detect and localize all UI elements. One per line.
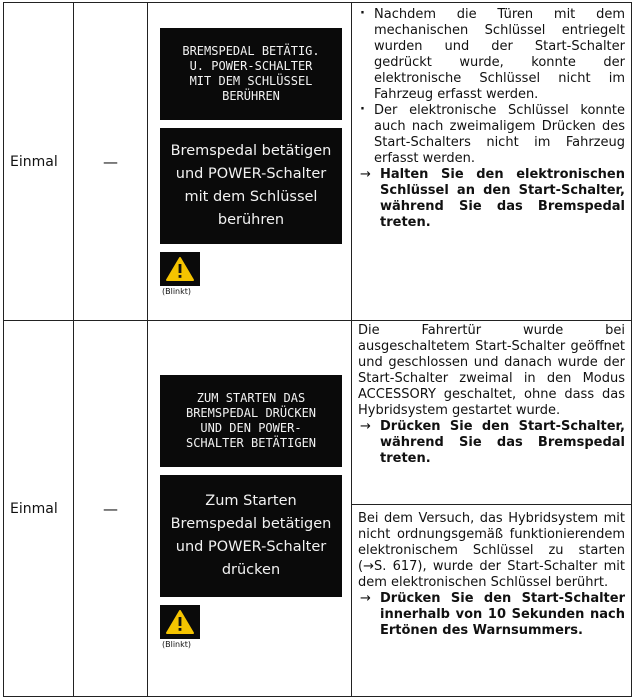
warning-message-table	[3, 2, 632, 697]
arrow-icon: →	[360, 419, 371, 434]
lcd-message-display	[160, 375, 342, 467]
display-cell	[148, 3, 352, 321]
indicator-cell: —	[74, 321, 148, 697]
mfd-line: drücken	[221, 561, 281, 578]
display-cell	[148, 321, 352, 697]
multi-info-display	[160, 475, 342, 597]
action-instruction: → Drücken Sie den Start-Schalter, während Sie das Bremspedal treten.	[360, 419, 625, 466]
indicator-cell: —	[74, 3, 148, 321]
action-instruction: → Halten Sie den elektronischen Schlüssel an den Start-Schalter, während Sie das Bremspedal treten.	[360, 167, 625, 230]
description-cell	[352, 505, 632, 697]
arrow-icon: →	[360, 591, 371, 606]
lcd-line: BREMSPEDAL BETÄTIG.	[182, 43, 320, 58]
mfd-line: Zum Starten	[205, 492, 297, 509]
arrow-icon: →	[360, 167, 371, 182]
cause-text: Bei dem Versuch, das Hybridsystem mit nicht ordnungsgemäß funktionierendem elektronischem Schlüssel zu starten (→S. 617), wurde der Start-Schalter mit dem elektronischen Schlüssel berührt.	[358, 511, 625, 590]
action-instruction: → Drücken Sie den Start-Schalter innerhalb von 10 Sekunden nach Ertönen des Warnsummers.	[360, 591, 625, 638]
buzzer-count-cell: Einmal	[4, 321, 74, 697]
lcd-line: ZUM STARTEN DAS	[196, 390, 306, 405]
lcd-line: UND DEN POWER-	[200, 420, 302, 435]
list-item: · Nachdem die Türen mit dem mechanischen Schlüssel entriegelt wurden und der Start-Schalter gedrückt wurde, konnte der elektronische Schlüssel nicht im Fahrzeug erfasst werden.	[358, 7, 625, 103]
lcd-message-display	[160, 28, 342, 120]
lcd-line: BREMSPEDAL DRÜCKEN	[185, 405, 317, 420]
mfd-line: und POWER-Schalter	[175, 538, 327, 555]
warning-indicator	[160, 605, 216, 649]
mfd-line: berühren	[217, 211, 285, 228]
description-cell	[352, 3, 632, 321]
warning-indicator	[160, 252, 216, 296]
description-cell	[352, 321, 632, 505]
table-row	[4, 3, 632, 321]
lcd-line: SCHALTER BETÄTIGEN	[185, 435, 317, 450]
warning-triangle-icon	[160, 605, 200, 639]
mfd-line: und POWER-Schalter	[175, 165, 327, 182]
blink-caption: (Blinkt)	[162, 639, 192, 649]
table-row	[4, 321, 632, 505]
mfd-line: mit dem Schlüssel	[184, 188, 318, 205]
lcd-line: BERÜHREN	[222, 88, 280, 103]
buzzer-count-cell: Einmal	[4, 3, 74, 321]
blink-caption: (Blinkt)	[162, 286, 192, 296]
list-item: · Der elektronische Schlüssel konnte auch nach zweimaligem Drücken des Start-Schalters nicht im Fahrzeug erfasst werden.	[358, 103, 625, 167]
multi-info-display	[160, 128, 342, 244]
lcd-line: U. POWER-SCHALTER	[189, 58, 313, 73]
mfd-line: Bremspedal betätigen	[170, 515, 332, 532]
lcd-line: MIT DEM SCHLÜSSEL	[189, 73, 313, 88]
warning-triangle-icon	[160, 252, 200, 286]
mfd-line: Bremspedal betätigen	[170, 142, 332, 159]
cause-text: Die Fahrertür wurde bei ausgeschaltetem Start-Schalter geöffnet und geschlossen und danach wurde der Start-Schalter zweimal in den Modus ACCESSORY geschaltet, ohne dass das Hybridsystem gestartet wurde.	[358, 323, 625, 418]
